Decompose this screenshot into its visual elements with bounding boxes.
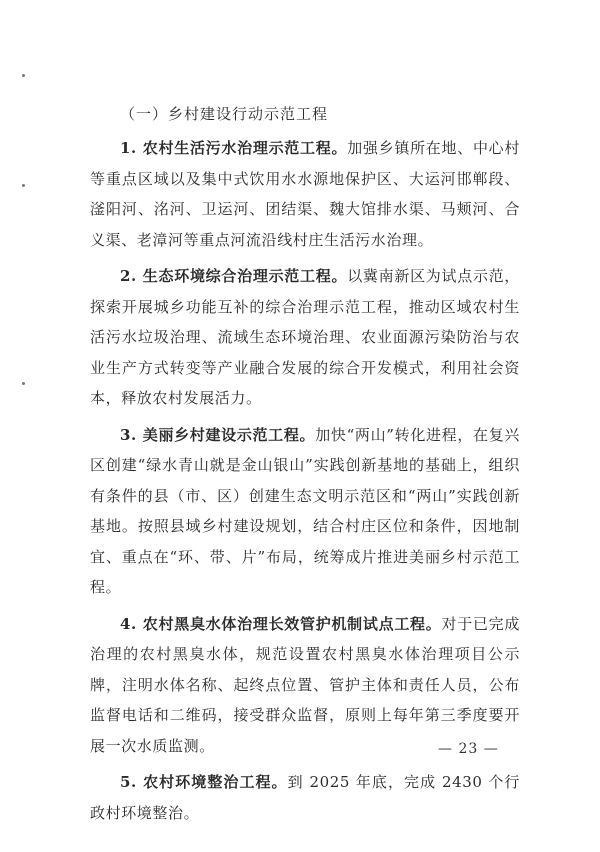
document-body	[90, 103, 520, 834]
scan-mark	[22, 184, 25, 187]
paragraph-item-1	[90, 133, 520, 255]
item-body: 对于已完成治理的农村黑臭水体，规范设置农村黑臭水体治理项目公示牌，注明水体名称、起终点位置、管护主体和责任人员，公布监督电话和二维码，接受群众监督，原则上每年第三季度要开展一次水质监测。	[90, 614, 520, 755]
item-body: 到 2025 年底，完成 2430 个行政村环境整治。	[90, 773, 520, 822]
page-number: — 23 —	[438, 741, 499, 757]
paragraph-item-3	[90, 420, 520, 603]
item-title: 3. 美丽乡村建设示范工程。	[120, 425, 316, 444]
paragraph-item-5	[90, 767, 520, 828]
item-body: 加强乡镇所在地、中心村等重点区域以及集中式饮用水水源地保护区、大运河邯郸段、滏阳河、洺河、卫运河、团结渠、魏大馆排水渠、马颊河、合义渠、老漳河等重点河流沿线村庄生活污水治理。	[90, 139, 520, 249]
section-heading: （一）乡村建设行动示范工程	[120, 105, 329, 123]
item-body: 加快“两山”转化进程，在复兴区创建“绿水青山就是金山银山”实践创新基地的基础上，组织有条件的县（市、区）创建生态文明示范区和“两山”实践创新基地。按照县域乡村建设规划，结合村庄区位和条件，因地制宜、重点在“环、带、片”布局，统筹成片推进美丽乡村示范工程。	[90, 425, 520, 596]
paragraph-item-2	[90, 261, 520, 414]
scan-mark	[22, 382, 25, 385]
item-title: 1. 农村生活污水治理示范工程。	[120, 139, 348, 157]
item-title: 5. 农村环境整治工程。	[120, 773, 288, 791]
item-title: 4. 农村黑臭水体治理长效管护机制试点工程。	[120, 614, 442, 633]
item-title: 2. 生态环境综合治理示范工程。	[120, 267, 348, 285]
paragraph-item-4	[90, 609, 520, 762]
item-body: 以冀南新区为试点示范，探索开展城乡功能互补的综合治理示范工程，推动区域农村生活污水垃圾治理、流域生态环境治理、农业面源污染防治与农业生产方式转变等产业融合发展的综合开发模式，利用社会资本，释放农村发展活力。	[90, 267, 520, 407]
scan-mark	[22, 74, 25, 77]
